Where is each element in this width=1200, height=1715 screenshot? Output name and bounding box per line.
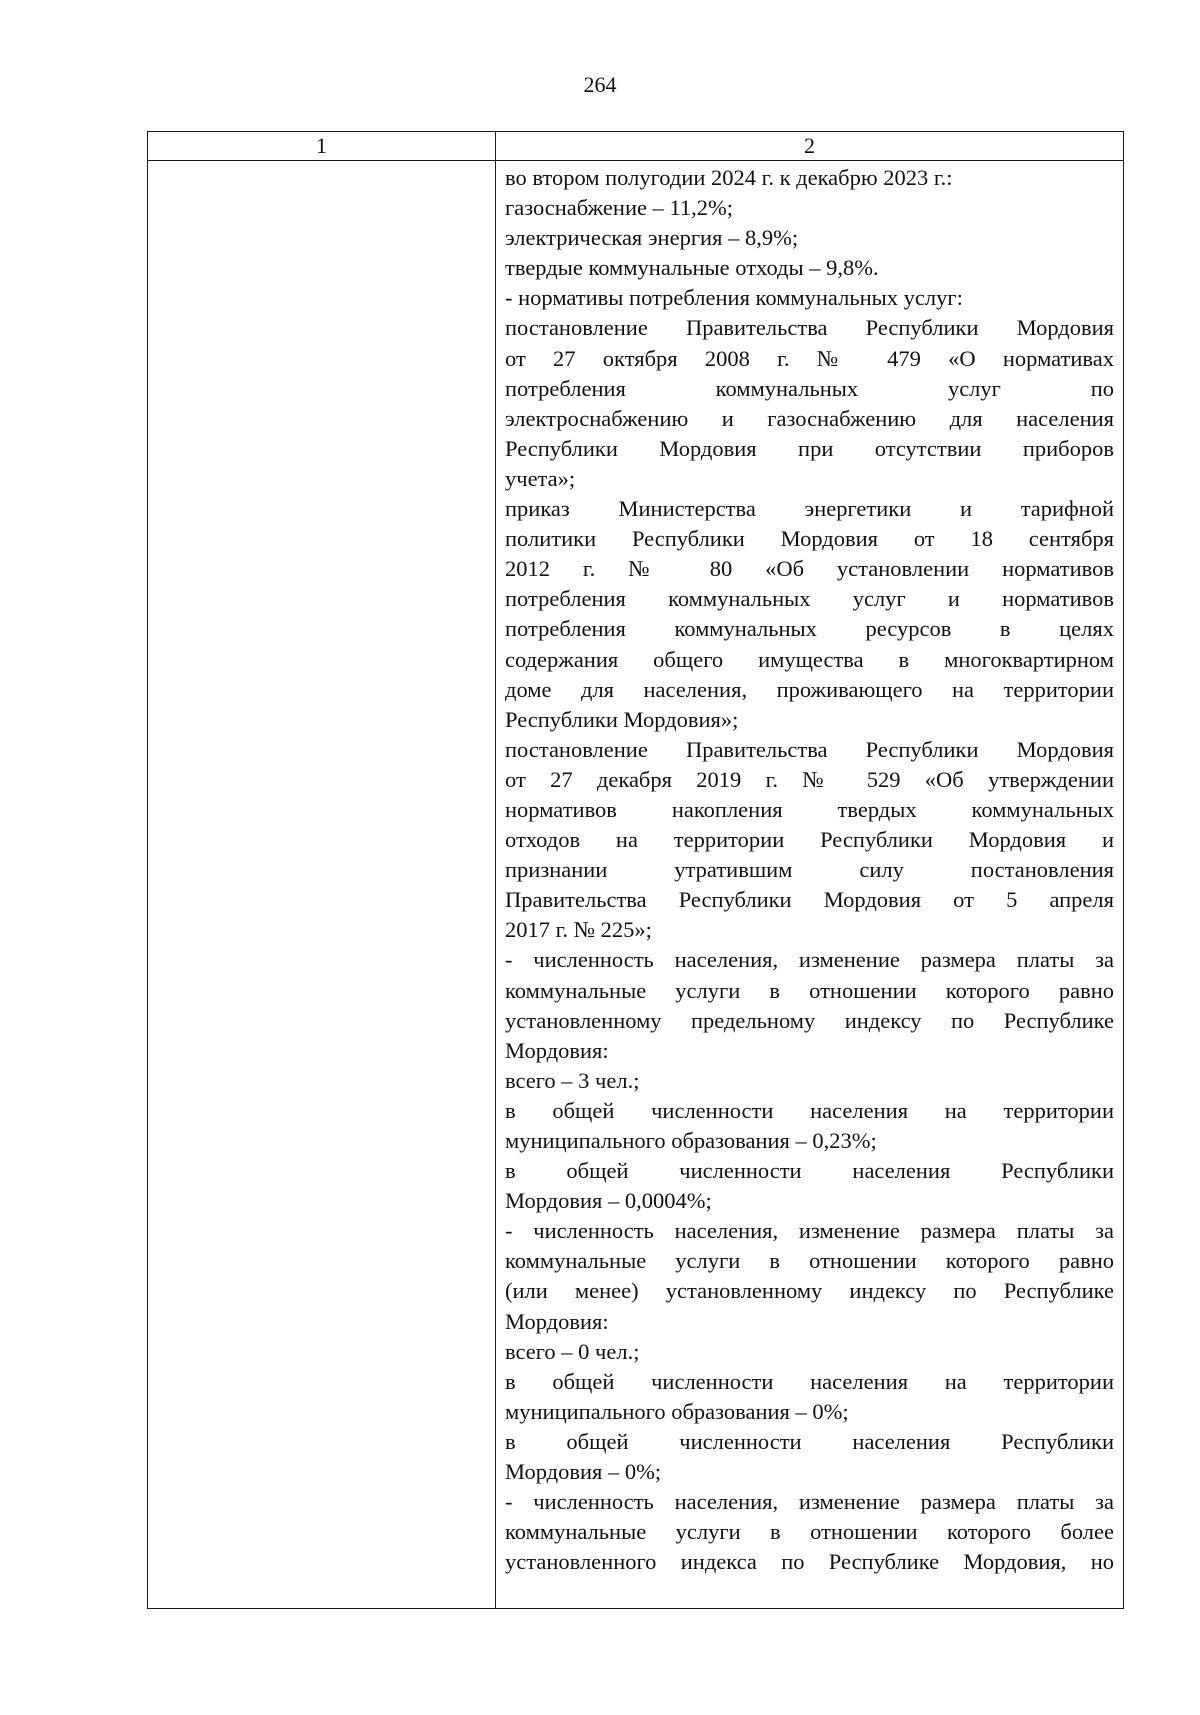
content-line: - численность населения, изменение размера платы за	[505, 1218, 1114, 1244]
content-line: Мордовия – 0%;	[505, 1459, 662, 1485]
content-line: потребления коммунальных услуг и нормативов	[505, 586, 1114, 612]
content-line: политики Республики Мордовия от 18 сентября	[505, 526, 1114, 552]
content-line: муниципального образования – 0,23%;	[505, 1128, 877, 1153]
content-line: Мордовия:	[505, 1308, 609, 1334]
content-line: коммунальные услуги в отношении которого равно	[505, 977, 1114, 1003]
content-line: 2012 г. № 80 «Об установлении нормативов	[505, 556, 1114, 582]
content-line: Мордовия:	[505, 1037, 609, 1063]
content-line: установленного индекса по Республике Мордовия, но	[505, 1549, 1114, 1575]
content-line: нормативов накопления твердых коммунальных	[505, 796, 1114, 822]
content-line: коммунальные услуги в отношении которого равно	[505, 1248, 1114, 1274]
content-line: потребления коммунальных ресурсов в целях	[505, 616, 1114, 642]
content-line: всего – 0 чел.;	[505, 1338, 640, 1364]
content-line: отходов на территории Республики Мордовия и	[505, 827, 1114, 853]
document-table	[147, 131, 1124, 1609]
content-line: твердые коммунальные отходы – 9,8%.	[505, 255, 879, 281]
column-2-header: 2	[804, 133, 815, 158]
column-2-content	[505, 163, 1114, 1577]
column-1-header: 1	[316, 133, 327, 158]
content-line: 2017 г. № 225»;	[505, 917, 652, 943]
content-line: Республики Мордовия»;	[505, 706, 739, 732]
content-line: Мордовия – 0,0004%;	[505, 1188, 712, 1214]
content-line: признании утратившим силу постановления	[505, 857, 1114, 883]
content-line: в общей численности населения на территории	[505, 1368, 1114, 1394]
content-line: в общей численности населения Республики	[505, 1428, 1114, 1454]
content-line: в общей численности населения на территории	[505, 1097, 1114, 1123]
content-line: постановление Правительства Республики Мордовия	[505, 315, 1114, 341]
content-line: (или менее) установленному индексу по Республике	[505, 1278, 1114, 1304]
content-line: содержания общего имущества в многоквартирном	[505, 646, 1114, 672]
content-line: газоснабжение – 11,2%;	[505, 195, 734, 221]
content-line: приказ Министерства энергетики и тарифной	[505, 496, 1114, 522]
content-line: Правительства Республики Мордовия от 5 апреля	[505, 887, 1114, 913]
content-line: установленному предельному индексу по Республике	[505, 1007, 1114, 1033]
content-line: во втором полугодии 2024 г. к декабрю 2023 г.:	[505, 165, 953, 190]
content-line: всего – 3 чел.;	[505, 1067, 640, 1093]
content-line: потребления коммунальных услуг по	[505, 375, 1114, 401]
content-line: электроснабжению и газоснабжению для населения	[505, 405, 1114, 431]
content-line: муниципального образования – 0%;	[505, 1398, 849, 1424]
content-line: - нормативы потребления коммунальных услуг:	[505, 285, 963, 311]
content-line: от 27 октября 2008 г. № 479 «О нормативах	[505, 345, 1114, 371]
page-number: 264	[583, 72, 617, 97]
content-line: постановление Правительства Республики Мордовия	[505, 736, 1114, 762]
content-line: от 27 декабря 2019 г. № 529 «Об утверждении	[505, 766, 1114, 792]
content-line: учета»;	[505, 465, 576, 491]
content-line: доме для населения, проживающего на территории	[505, 676, 1114, 702]
column-divider	[495, 132, 496, 1608]
content-line: - численность населения, изменение размера платы за	[505, 1489, 1114, 1515]
table-header-row	[148, 132, 1123, 161]
content-line: электрическая энергия – 8,9%;	[505, 225, 799, 251]
content-line: - численность населения, изменение размера платы за	[505, 947, 1114, 973]
content-line: Республики Мордовия при отсутствии приборов	[505, 435, 1114, 461]
content-line: коммунальные услуги в отношении которого более	[505, 1519, 1114, 1545]
content-line: в общей численности населения Республики	[505, 1158, 1114, 1184]
